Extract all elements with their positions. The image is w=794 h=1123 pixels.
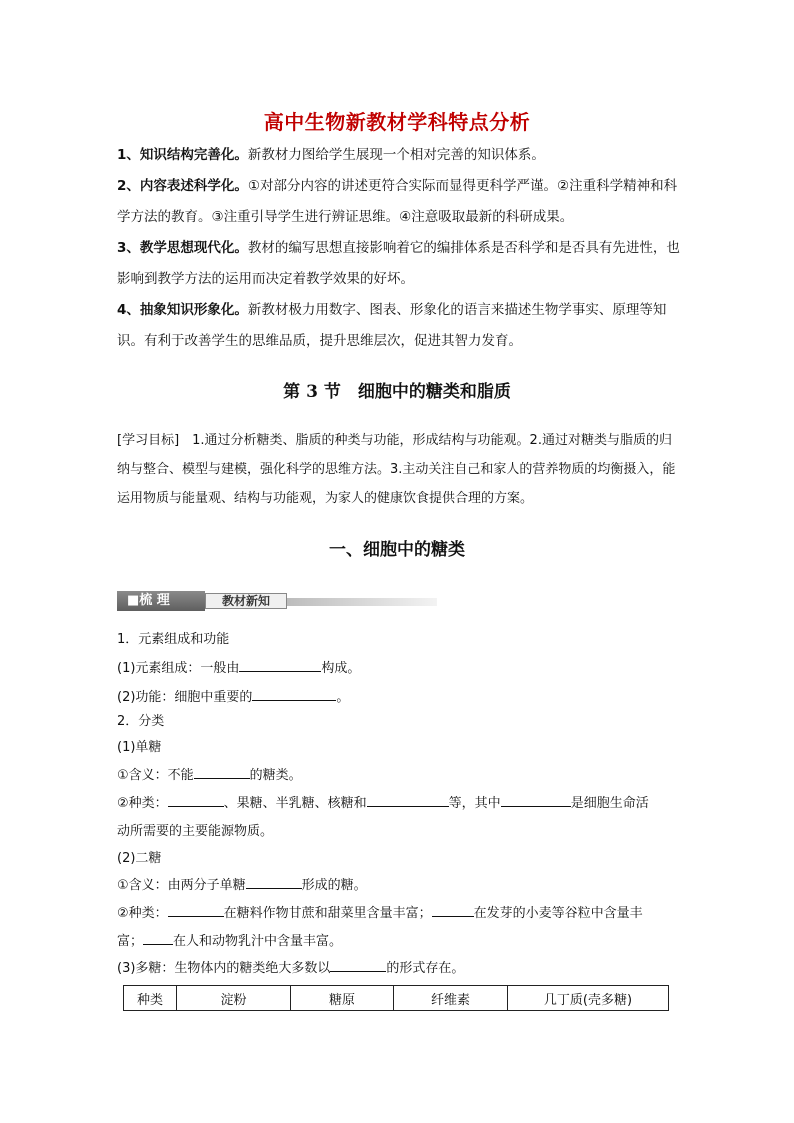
review-banner	[117, 590, 437, 612]
text-line: 动所需要的主要能源物质。	[117, 824, 274, 839]
text-line: (1)元素组成：一般由 构成。	[117, 655, 687, 683]
section-title: 第 3 节 细胞中的糖类和脂质	[283, 382, 511, 402]
polysaccharide-table	[123, 985, 669, 1011]
text-line: (2)功能：细胞中重要的 。	[117, 684, 687, 712]
feature-heading: 4、抽象知识形象化。	[117, 302, 248, 318]
table-header-cell: 淀粉	[177, 986, 291, 1011]
fill-blank[interactable]	[367, 792, 449, 807]
table-header-cell: 种类	[124, 986, 177, 1011]
fill-blank[interactable]	[432, 902, 474, 917]
text-line: (1)单糖	[117, 740, 162, 755]
subsection-title: 一、细胞中的糖类	[329, 540, 465, 560]
fill-blank[interactable]	[168, 902, 224, 917]
banner-label: ■梳 理	[117, 591, 205, 611]
table-header-cell: 糖原	[291, 986, 394, 1011]
table-header-cell: 几丁质(壳多糖)	[508, 986, 669, 1011]
feature-heading: 2、内容表述科学化。	[117, 178, 248, 194]
learning-goals: [学习目标] 1.通过分析糖类、脂质的种类与功能，形成结构与功能观。2.通过对糖类与脂质的归纳与整合、模型与建模，强化科学的思维方法。3.主动关注自己和家人的营养物质的均衡摄入，能运用物质与能量观、结构与功能观，为家人的健康饮食提供合理的方案。	[117, 433, 676, 506]
text-line: 富； 在人和动物乳汁中含量丰富。	[117, 928, 687, 956]
fill-blank[interactable]	[168, 792, 224, 807]
feature-text: ①对部分内容的讲述更符合实际而显得更科学严谨。②注重科学精神和科学方法的教育。③注重引导学生进行辨证思维。④注意吸取最新的科研成果。	[117, 178, 678, 225]
fill-blank[interactable]	[252, 686, 336, 701]
feature-paragraph-4	[117, 295, 682, 357]
fill-blank[interactable]	[239, 657, 321, 672]
text-line: 1．元素组成和功能	[117, 632, 230, 647]
fill-blank[interactable]	[194, 764, 250, 779]
text-line: ②种类： 、果糖、半乳糖、核糖和 等，其中 是细胞生命活	[117, 790, 687, 818]
feature-paragraph-3	[117, 233, 682, 295]
text-line: ①含义：由两分子单糖 形成的糖。	[117, 872, 687, 900]
document-title: 高中生物新教材学科特点分析	[263, 110, 531, 134]
feature-paragraph-2	[117, 171, 682, 233]
table-row	[124, 986, 669, 1011]
feature-heading: 1、知识结构完善化。	[117, 147, 248, 163]
text-line: 2．分类	[117, 714, 165, 729]
feature-text: 新教材极力用数字、图表、形象化的语言来描述生物学事实、原理等知识。有利于改善学生的思维品质，提升思维层次，促进其智力发育。	[117, 302, 667, 349]
fill-blank[interactable]	[501, 792, 571, 807]
fill-blank[interactable]	[330, 957, 386, 972]
feature-paragraph-1	[117, 140, 682, 171]
text-line: ①含义：不能 的糖类。	[117, 762, 687, 790]
banner-tag: 教材新知	[205, 593, 287, 609]
fill-blank[interactable]	[246, 874, 302, 889]
text-line: ②种类： 在糖料作物甘蔗和甜菜里含量丰富； 在发芽的小麦等谷粒中含量丰	[117, 900, 687, 928]
fill-blank[interactable]	[143, 930, 173, 945]
table-header-cell: 纤维素	[394, 986, 508, 1011]
banner-decoration	[287, 598, 437, 606]
text-line: (3)多糖：生物体内的糖类绝大多数以 的形式存在。	[117, 955, 687, 983]
feature-heading: 3、教学思想现代化。	[117, 240, 248, 256]
text-line: (2)二糖	[117, 851, 162, 866]
feature-text: 教材的编写思想直接影响着它的编排体系是否科学和是否具有先进性，也影响到教学方法的运用而决定着教学效果的好坏。	[117, 240, 680, 287]
feature-text: 新教材力图给学生展现一个相对完善的知识体系。	[247, 147, 545, 163]
